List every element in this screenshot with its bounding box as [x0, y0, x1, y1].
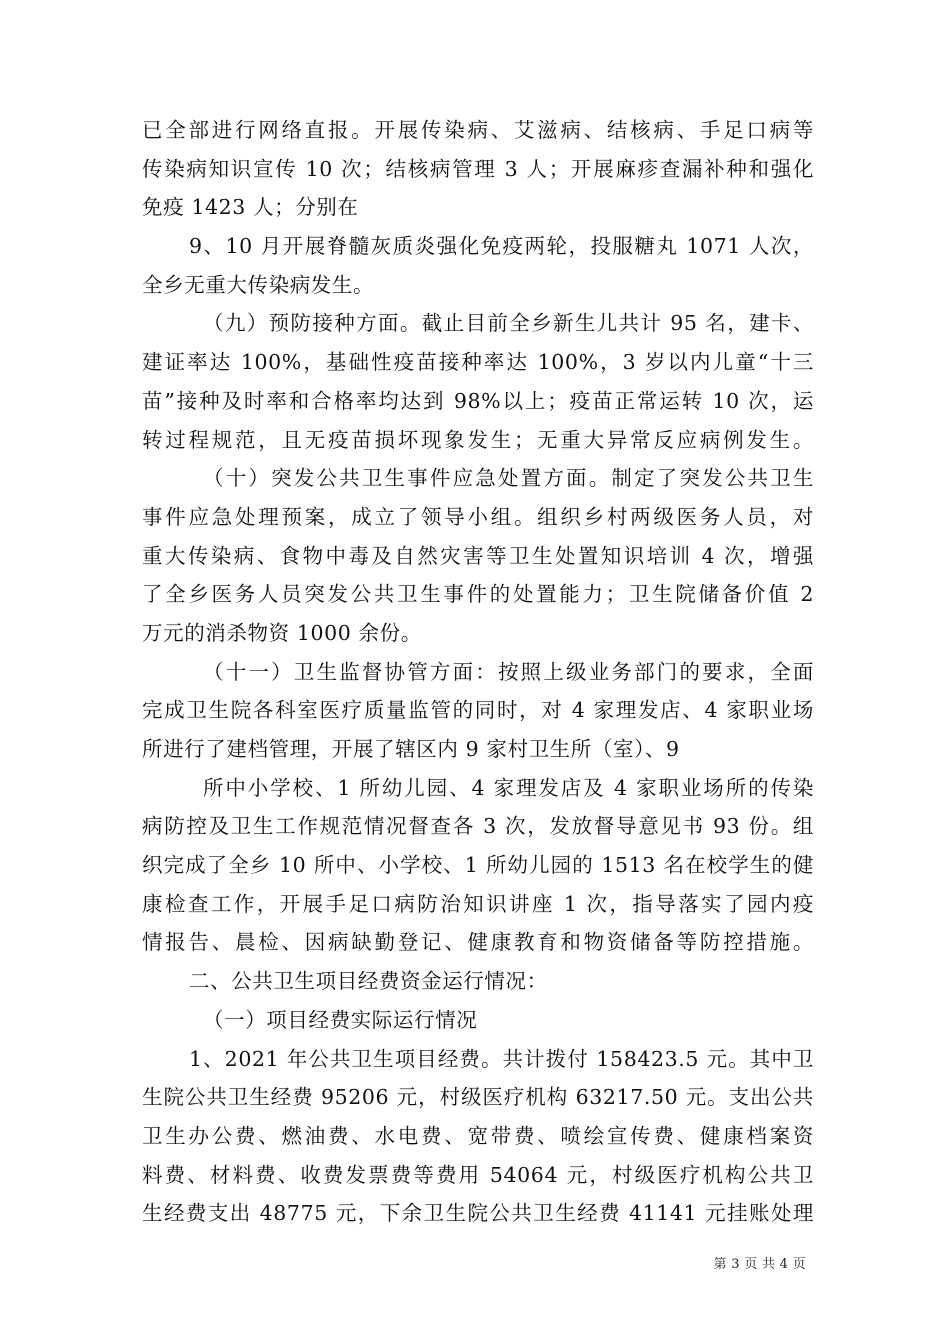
- text-line: 了全乡医务人员突发公共卫生事件的处置能力；卫生院储备价值 2: [142, 582, 814, 607]
- text-line: 病防控及卫生工作规范情况督查各 3 次，发放督导意见书 93 份。组: [142, 814, 814, 839]
- text-line: 卫生办公费、燃油费、水电费、宽带费、喷绘宣传费、健康档案资: [142, 1123, 814, 1148]
- text-line: （十一）卫生监督协管方面：按照上级业务部门的要求，全面: [203, 659, 814, 684]
- text-line: （九）预防接种方面。截止目前全乡新生儿共计 95 名，建卡、: [203, 311, 814, 336]
- section-heading: 二、公共卫生项目经费资金运行情况：: [189, 969, 548, 994]
- text-line: 苗”接种及时率和合格率均达到 98%以上；疫苗正常运转 10 次，运: [142, 388, 814, 413]
- text-line: 情报告、晨检、因病缺勤登记、健康教育和物资储备等防控措施。: [142, 930, 814, 955]
- text-line: 所进行了建档管理，开展了辖区内 9 家村卫生所（室）、9: [142, 737, 680, 761]
- text-line: 织完成了全乡 10 所中、小学校、1 所幼儿园的 1513 名在校学生的健: [142, 853, 814, 878]
- text-line: 全乡无重大传染病发生。: [142, 272, 375, 297]
- text-line: 生经费支出 48775 元，下余卫生院公共卫生经费 41141 元挂账处理: [142, 1201, 814, 1226]
- text-line: 完成卫生院各科室医疗质量监管的同时，对 4 家理发店、4 家职业场: [142, 698, 814, 723]
- text-line: 转过程规范，且无疫苗损坏现象发生；无重大异常反应病例发生。: [142, 427, 814, 452]
- text-line: 已全部进行网络直报。开展传染病、艾滋病、结核病、手足口病等: [142, 118, 814, 142]
- text-line: （十）突发公共卫生事件应急处置方面。制定了突发公共卫生: [203, 466, 814, 491]
- text-line: 重大传染病、食物中毒及自然灾害等卫生处置知识培训 4 次，增强: [142, 543, 814, 568]
- text-line: 生院公共卫生经费 95206 元，村级医疗机构 63217.50 元。支出公共: [142, 1085, 814, 1110]
- document-body: [142, 111, 814, 1233]
- text-line: 1、2021 年公共卫生项目经费。共计拨付 158423.5 元。其中卫: [189, 1046, 814, 1071]
- text-line: 建证率达 100%，基础性疫苗接种率达 100%，3 岁以内儿童“十三: [142, 350, 814, 375]
- page-number: 第 3 页 共 4 页: [713, 1257, 806, 1272]
- text-line: 料费、材料费、收费发票费等费用 54064 元，村级医疗机构公共卫: [142, 1162, 814, 1187]
- text-line: 9、10 月开展脊髓灰质炎强化免疫两轮，投服糖丸 1071 人次，: [189, 234, 814, 259]
- text-line: 万元的消杀物资 1000 余份。: [142, 620, 422, 645]
- text-line: 事件应急处理预案，成立了领导小组。组织乡村两级医务人员，对: [142, 504, 814, 529]
- subsection-heading: （一）项目经费实际运行情况: [203, 1007, 478, 1032]
- text-line: 所中小学校、1 所幼儿园、4 家理发店及 4 家职业场所的传染: [203, 775, 814, 800]
- text-line: 免疫 1423 人；分别在: [142, 195, 359, 220]
- text-line: 康检查工作，开展手足口病防治知识讲座 1 次，指导落实了园内疫: [142, 891, 814, 916]
- text-line: 传染病知识宣传 10 次；结核病管理 3 人；开展麻疹查漏补种和强化: [142, 156, 814, 181]
